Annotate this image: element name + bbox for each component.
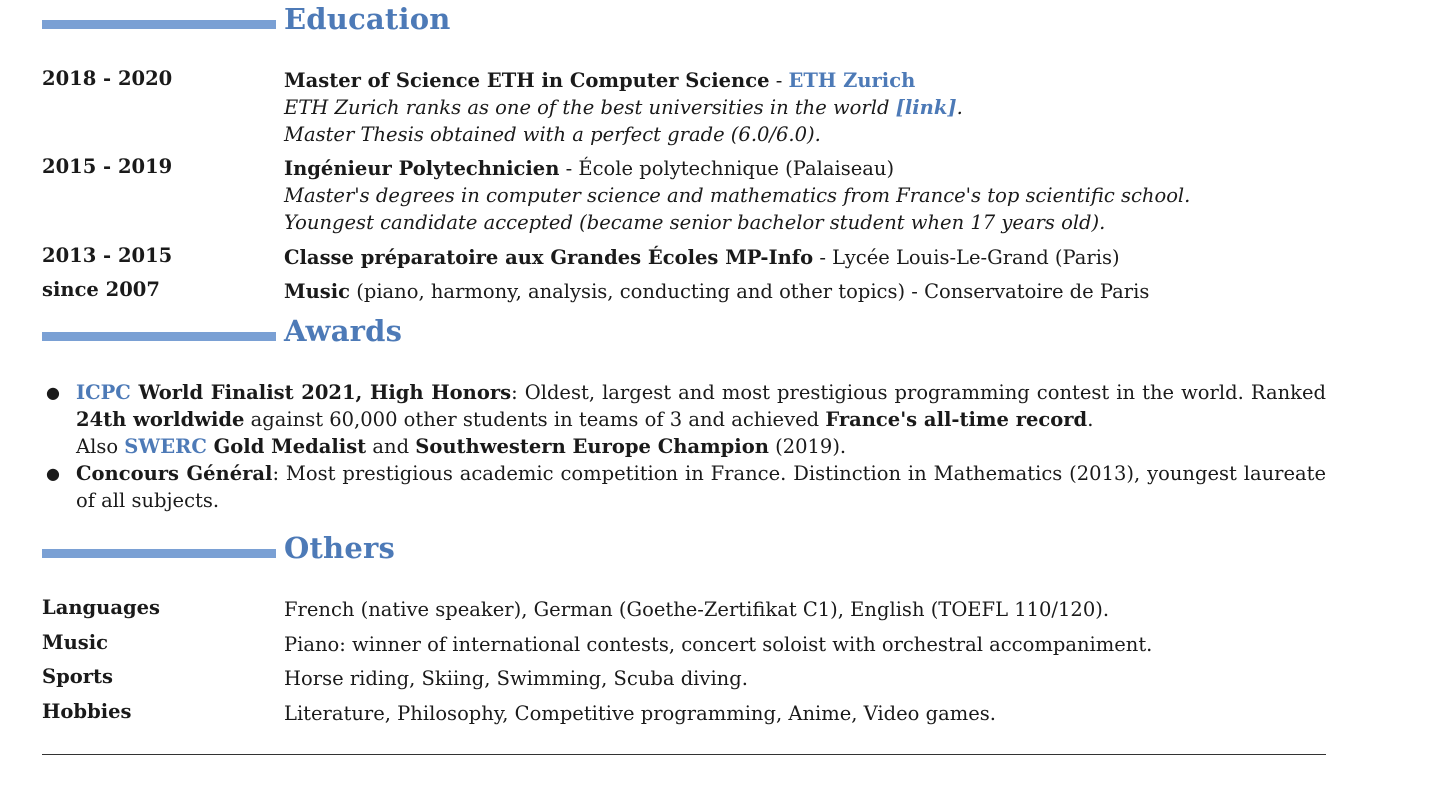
bullet-icon: ● (46, 383, 60, 402)
entry-detail: Youngest candidate accepted (became senior bachelor student when 17 years old). (284, 211, 1106, 234)
entry-degree: Classe préparatoire aux Grandes Écoles MP-Info (284, 246, 814, 269)
others-label: Languages (42, 596, 160, 619)
icpc-link[interactable]: ICPC (76, 381, 131, 404)
list-item: ● Concours Général: Most prestigious academic competition in France. Distinction in Mathematics (2013), youngest laureate of all subjects. (46, 462, 1327, 512)
others-label: Music (42, 631, 109, 654)
section-title: Awards (284, 314, 403, 348)
bullet-icon: ● (46, 464, 60, 483)
section-bar (42, 549, 276, 558)
others-value: Piano: winner of international contests, concert soloist with orchestral accompaniment. (284, 633, 1153, 656)
entry-date: 2015 - 2019 (42, 155, 173, 178)
school-link[interactable]: ETH Zurich (788, 69, 916, 92)
entry-detail: Master Thesis obtained with a perfect grade (6.0/6.0). (284, 123, 821, 146)
section-header-awards (42, 314, 402, 348)
section-title: Others (284, 531, 395, 565)
others-value: Literature, Philosophy, Competitive programming, Anime, Video games. (284, 702, 996, 725)
entry-date: 2013 - 2015 (42, 244, 173, 267)
section-bar (42, 20, 276, 29)
entry-degree: Master of Science ETH in Computer Science (284, 69, 770, 92)
list-item: ● ICPC World Finalist 2021, High Honors: Oldest, largest and most prestigious programming contest in the world. Ranked 24th worldwide against 60,000 other students in teams of 3 and achieved France's all-time record. Also SWERC Gold Medalist and Southwestern Europe Champion (2019). (46, 381, 1326, 458)
others-label: Hobbies (42, 700, 132, 723)
section-title: Education (284, 2, 451, 36)
entry-body: Master of Science ETH in Computer Science - ETH Zurich ETH Zurich ranks as one of the best universities in the world [link]. Master Thesis obtained with a perfect grade (6.0/6.0). (284, 69, 963, 146)
swerc-link[interactable]: SWERC (124, 435, 207, 458)
entry-degree: Music (284, 280, 351, 303)
entry-degree: Ingénieur Polytechnicien (284, 157, 560, 180)
entry-date: 2018 - 2020 (42, 67, 173, 90)
section-header-others (42, 531, 395, 565)
ranking-link[interactable]: [link] (895, 96, 957, 119)
entry-date: since 2007 (42, 278, 160, 301)
others-value: French (native speaker), German (Goethe-Zertifikat C1), English (TOEFL 110/120). (284, 598, 1110, 621)
others-value: Horse riding, Skiing, Swimming, Scuba diving. (284, 667, 748, 690)
others-label: Sports (42, 665, 113, 688)
entry-body: Ingénieur Polytechnicien - École polytechnique (Palaiseau) Master's degrees in computer science and mathematics from France's top scientific school. Youngest candidate accepted (became senior bachelor student when 17 years old). (284, 157, 1191, 234)
section-bar (42, 332, 276, 341)
entry-body: Music (piano, harmony, analysis, conducting and other topics) - Conservatoire de Paris (284, 280, 1150, 303)
awards-list (42, 379, 1326, 514)
entry-detail: Master's degrees in computer science and mathematics from France's top scientific school. (284, 184, 1191, 207)
section-header-education (42, 2, 451, 36)
entry-body: Classe préparatoire aux Grandes Écoles MP-Info - Lycée Louis-Le-Grand (Paris) (284, 246, 1120, 269)
footer-rule (42, 754, 1326, 755)
